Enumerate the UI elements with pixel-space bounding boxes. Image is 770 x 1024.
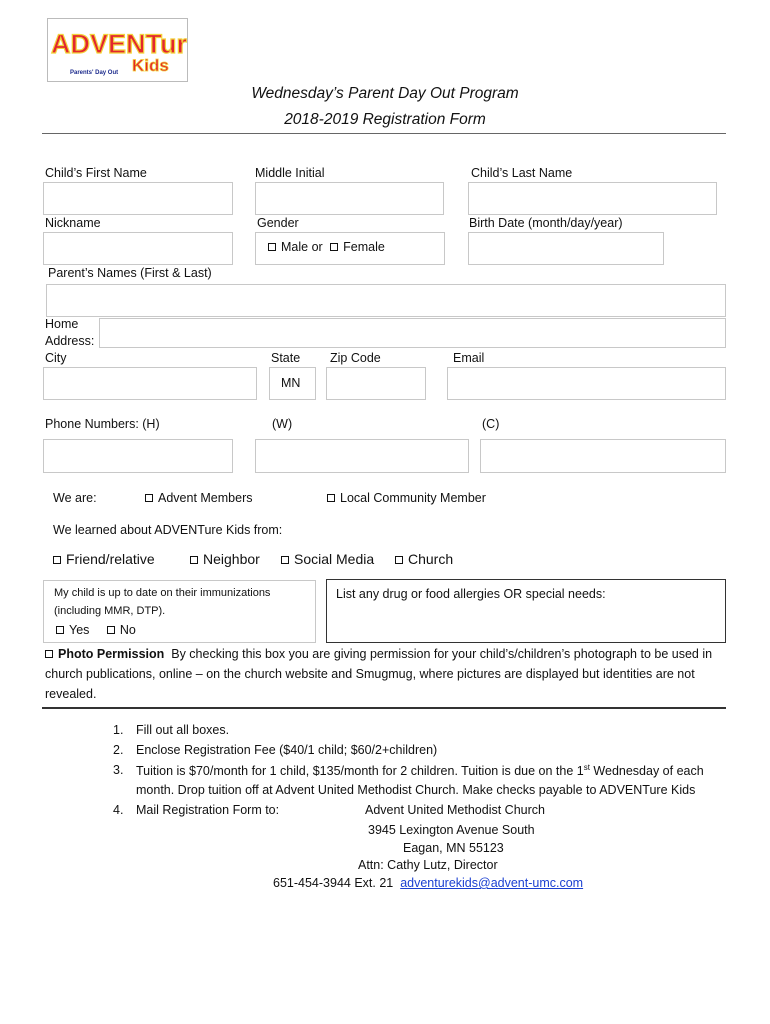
phone-work-field[interactable] <box>255 439 469 473</box>
instruction-num-3: 3. <box>113 763 124 777</box>
mail-address-line3: Eagan, MN 55123 <box>403 841 504 855</box>
learned-option-neighbor <box>190 551 260 567</box>
instruction-1: Fill out all boxes. <box>136 723 230 737</box>
email-field[interactable] <box>447 367 726 400</box>
birth-date-label: Birth Date (month/day/year) <box>469 216 623 230</box>
local-community-option <box>327 491 486 505</box>
photo-permission-line3: revealed. <box>45 687 97 701</box>
church-checkbox[interactable] <box>395 556 403 564</box>
immunization-line1: My child is up to date on their immunizations <box>54 587 271 599</box>
child-last-name-label: Child’s Last Name <box>471 166 573 180</box>
immunization-no-checkbox[interactable] <box>107 626 115 634</box>
nickname-label: Nickname <box>45 216 101 230</box>
immunization-yes-checkbox[interactable] <box>56 626 64 634</box>
church-label: Church <box>408 551 454 567</box>
instruction-2: Enclose Registration Fee ($40/1 child; $60/2+children) <box>136 743 438 757</box>
allergies-label: List any drug or food allergies OR special needs: <box>336 587 606 601</box>
friend-relative-checkbox[interactable] <box>53 556 61 564</box>
social-media-label: Social Media <box>294 551 375 567</box>
middle-initial-label: Middle Initial <box>255 166 325 180</box>
nickname-field[interactable] <box>43 232 233 265</box>
allergies-field[interactable] <box>326 579 726 643</box>
neighbor-label: Neighbor <box>203 551 260 567</box>
child-first-name-label: Child’s First Name <box>45 166 147 180</box>
gender-field <box>255 232 445 265</box>
zip-code-field[interactable] <box>326 367 426 400</box>
immunization-no-label: No <box>119 623 136 637</box>
instruction-3-sup: st <box>583 763 590 772</box>
advent-members-option <box>145 491 252 505</box>
instruction-3-cont: month. Drop tuition off at Advent United Methodist Church. Make checks payable to ADVENTure Kids <box>136 783 696 797</box>
phone-cell-label: (C) <box>482 417 500 431</box>
mail-address-line4: Attn: Cathy Lutz, Director <box>358 858 498 872</box>
middle-initial-field[interactable] <box>255 182 444 215</box>
advent-members-checkbox[interactable] <box>145 494 153 502</box>
phone-work-label: (W) <box>272 417 293 431</box>
immunization-line2: (including MMR, DTP). <box>54 605 166 617</box>
header-divider <box>42 133 726 134</box>
home-address-field[interactable] <box>99 318 726 348</box>
state-value: MN <box>281 376 301 390</box>
immunization-box <box>43 580 316 643</box>
home-label: Home <box>45 317 79 331</box>
contact-line <box>273 876 583 890</box>
gender-options <box>268 240 385 254</box>
logo <box>47 18 188 82</box>
neighbor-checkbox[interactable] <box>190 556 198 564</box>
contact-email-link[interactable]: adventurekids@advent-umc.com <box>400 876 584 890</box>
city-label: City <box>45 351 67 365</box>
female-checkbox[interactable] <box>330 243 338 251</box>
instruction-3a: Tuition is $70/month for 1 child, $135/month for 2 children. Tuition is due on the 1 <box>136 764 584 779</box>
adventure-kids-logo-graphic <box>48 19 187 81</box>
immunization-options <box>56 623 136 637</box>
instruction-4: Mail Registration Form to: <box>136 803 280 817</box>
photo-permission-text1: By checking this box you are giving permission for your child’s/children’s photograph to be used in <box>171 647 713 661</box>
page-title: Wednesday’s Parent Day Out Program <box>251 85 519 102</box>
local-community-label: Local Community Member <box>340 491 486 505</box>
parents-names-label: Parent’s Names (First & Last) <box>48 266 212 280</box>
mail-address-line2: 3945 Lexington Avenue South <box>368 823 535 837</box>
female-label: Female <box>343 240 385 254</box>
instruction-num-4: 4. <box>113 803 124 817</box>
gender-label: Gender <box>257 216 299 230</box>
immunization-yes-label: Yes <box>69 623 90 637</box>
photo-permission-title: Photo Permission <box>58 647 165 661</box>
email-label: Email <box>453 351 485 365</box>
phone-cell-field[interactable] <box>480 439 726 473</box>
advent-members-label: Advent Members <box>158 491 253 505</box>
photo-permission-line1 <box>45 647 712 661</box>
phone-home-label: Phone Numbers: (H) <box>45 417 160 431</box>
zip-code-label: Zip Code <box>330 351 381 365</box>
we-are-label: We are: <box>53 491 97 505</box>
instruction-3 <box>136 763 704 778</box>
male-label: Male or <box>281 240 323 254</box>
learned-option-church <box>395 551 453 567</box>
instruction-num-1: 1. <box>113 723 124 737</box>
photo-permission-checkbox[interactable] <box>45 650 53 658</box>
address-label: Address: <box>45 334 95 348</box>
state-field[interactable] <box>269 367 316 400</box>
child-first-name-field[interactable] <box>43 182 233 215</box>
mail-address-line1: Advent United Methodist Church <box>365 803 545 817</box>
logo-tagline: Parents' Day Out <box>70 70 119 76</box>
learned-option-friend <box>53 551 155 567</box>
local-community-checkbox[interactable] <box>327 494 335 502</box>
logo-text-kids: Kids <box>132 56 169 75</box>
learned-option-social <box>281 551 374 567</box>
male-checkbox[interactable] <box>268 243 276 251</box>
contact-phone: 651-454-3944 Ext. 21 <box>273 876 394 890</box>
child-last-name-field[interactable] <box>468 182 717 215</box>
photo-permission-line2: church publications, online – on the church website and Smugmug, where pictures are displayed but identities are not <box>45 667 695 681</box>
page-subtitle: 2018-2019 Registration Form <box>284 111 486 128</box>
state-label: State <box>271 351 301 365</box>
instruction-num-2: 2. <box>113 743 124 757</box>
city-field[interactable] <box>43 367 257 400</box>
logo-text-main: ADVENTure <box>51 29 187 59</box>
social-media-checkbox[interactable] <box>281 556 289 564</box>
instruction-3b: Wednesday of each <box>589 764 704 779</box>
birth-date-field[interactable] <box>468 232 664 265</box>
phone-home-field[interactable] <box>43 439 233 473</box>
learned-about-label: We learned about ADVENTure Kids from: <box>53 523 283 537</box>
parents-names-field[interactable] <box>46 284 726 317</box>
friend-relative-label: Friend/relative <box>66 551 155 567</box>
photo-divider <box>42 707 726 709</box>
